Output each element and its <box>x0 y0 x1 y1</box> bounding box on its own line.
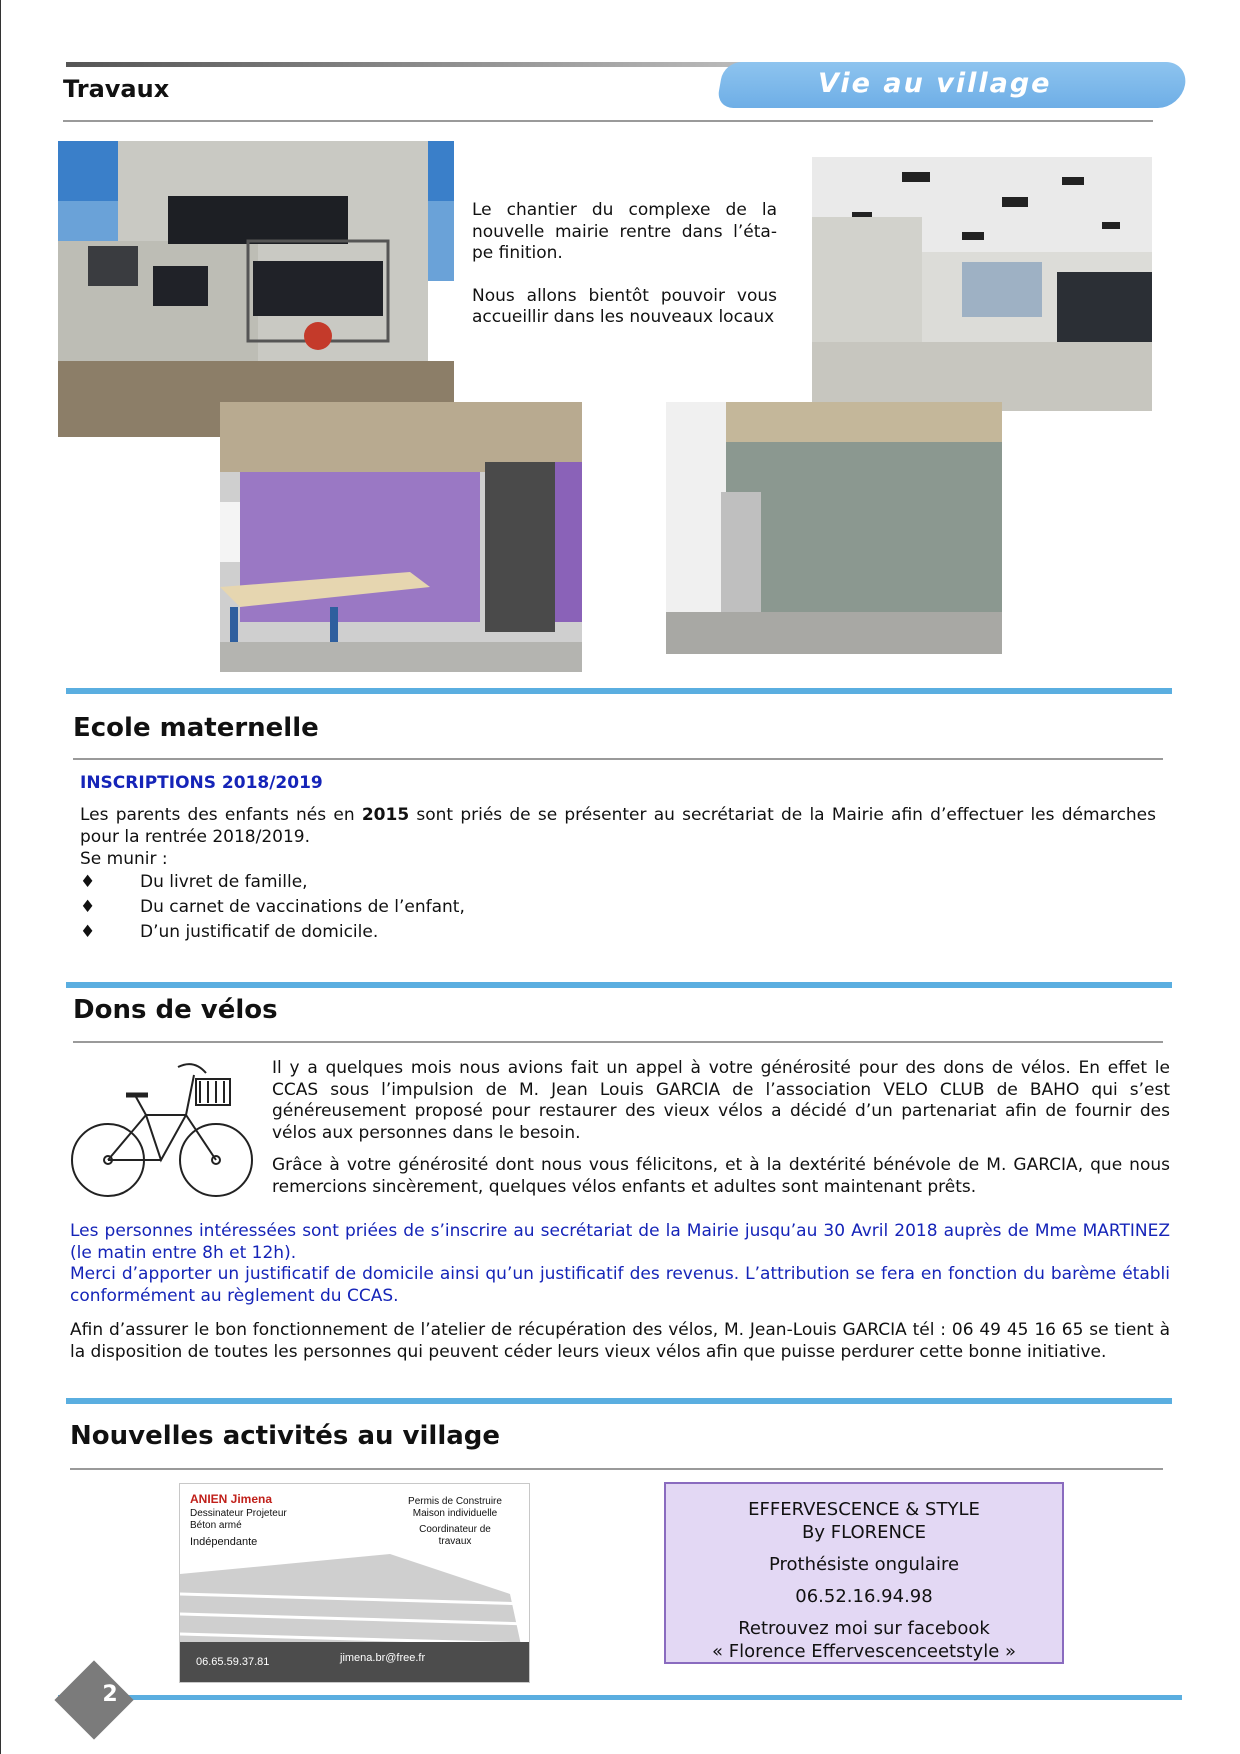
page-border <box>0 0 1 1754</box>
card-role2: Béton armé <box>190 1520 242 1531</box>
activites-rule <box>70 1468 1163 1470</box>
bicycle-illustration <box>66 1055 256 1200</box>
header-section-label: Vie au village <box>818 68 1052 99</box>
photo-building-exterior <box>58 141 454 437</box>
velos-intro <box>272 1058 1170 1198</box>
card-right-block: Permis de Construire Maison individuelle Coordinateur de travaux <box>408 1496 502 1547</box>
card-email: jimena.br@free.fr <box>340 1652 426 1664</box>
divider-2 <box>66 982 1172 988</box>
card-name: ANIEN Jimena <box>190 1492 273 1506</box>
bullet-diamond-icon: ♦ <box>80 897 96 917</box>
bullet-diamond-icon: ♦ <box>80 872 96 892</box>
ecole-p1-year: 2015 <box>361 805 410 825</box>
velos-rule <box>73 1041 1163 1043</box>
business-card-anien <box>179 1483 530 1683</box>
page-number: 2 <box>102 1682 118 1707</box>
florence-line1: EFFERVESCENCE & STYLE <box>748 1499 980 1520</box>
velos-title: Dons de vélos <box>73 995 278 1025</box>
ecole-checklist <box>80 870 780 945</box>
velos-blue-p1: Les personnes intéressées sont priées de s’inscrire au secrétariat de la Mairie jusqu’au 30 Avril 2018 auprès de Mme MARTINEZ (le matin entre 8h et 12h). <box>70 1221 1170 1263</box>
photo-ceiling-interior <box>812 157 1152 411</box>
list-item: ♦ D’un justificatif de domicile. <box>80 920 780 945</box>
card-phone: 06.65.59.37.81 <box>196 1656 270 1668</box>
divider-1 <box>66 688 1172 694</box>
florence-facebook: « Florence Effervescenceetstyle » <box>711 1641 1016 1662</box>
florence-line2: By FLORENCE <box>802 1522 926 1543</box>
photo-grey-room <box>666 402 1002 654</box>
ecole-paragraph <box>80 805 1156 848</box>
photo-purple-room <box>220 402 582 672</box>
bullet-diamond-icon: ♦ <box>80 922 96 942</box>
florence-line3: Prothésiste ongulaire <box>768 1554 960 1575</box>
florence-phone: 06.52.16.94.98 <box>795 1586 933 1607</box>
velos-signup-info <box>70 1221 1170 1307</box>
velos-p1: Il y a quelques mois nous avions fait un appel à votre générosité pour des dons de vélos. En effet le CCAS sous l’impulsion de M. Jean Louis GARCIA de l’association VELO CLUB de BAHO qui s’est généreusement proposé pour restaurer des vieux vélos a décidé d’un partenariat afin de fournir des vélos aux personnes dans le besoin. <box>272 1058 1170 1143</box>
ecole-p1-before: Les parents des enfants nés en <box>80 805 362 825</box>
velos-blue-p2: Merci d’apporter un justificatif de domicile ainsi qu’un justificatif des revenus. L’attribution se fera en fonction du barème établi conformément au règlement du CCAS. <box>70 1264 1170 1306</box>
card-role3: Indépendante <box>190 1536 258 1548</box>
ecole-intro: Se munir : <box>80 849 168 869</box>
ecole-subtitle: INSCRIPTIONS 2018/2019 <box>80 773 323 793</box>
ecole-title: Ecole maternelle <box>73 713 319 743</box>
activites-title: Nouvelles activités au village <box>70 1421 501 1451</box>
velos-p3: Afin d’assurer le bon fonctionnement de l’atelier de récupération des vélos, M. Jean-Louis GARCIA tél : 06 49 45 16 65 se tient à la disposition de toutes les personnes qui peuvent céder leurs vieux vélos afin que puisse perdurer cette bonne initiative. <box>70 1320 1170 1362</box>
footer-rule <box>58 1695 1182 1700</box>
florence-ad-box <box>664 1482 1064 1664</box>
ecole-rule <box>73 758 1163 760</box>
header-top-rule <box>66 62 746 67</box>
card-role1: Dessinateur Projeteur <box>190 1508 287 1519</box>
list-item: ♦ Du carnet de vaccinations de l’enfant, <box>80 895 780 920</box>
travaux-text <box>472 200 777 329</box>
velos-p2: Grâce à votre générosité dont nous vous félicitons, et à la dextérité bénévole de M. GARCIA, que nous remercions sincèrement, quelques vélos enfants et adultes sont maintenant prêts. <box>272 1155 1170 1197</box>
florence-line5: Retrouvez moi sur facebook <box>738 1618 990 1639</box>
travaux-text-p1: Le chantier du complexe de la nouvelle mairie rentre dans l’éta-pe finition. <box>472 200 777 263</box>
divider-3 <box>66 1398 1172 1404</box>
travaux-text-p2: Nous allons bientôt pouvoir vous accueillir dans les nouveaux locaux <box>472 285 777 327</box>
ecole-p1-after: sont priés de se présenter au secrétariat de la Mairie afin d’effectuer les démarches pour la rentrée 2018/2019. <box>80 805 1157 847</box>
travaux-title: Travaux <box>63 75 170 103</box>
travaux-rule <box>63 120 1153 122</box>
list-item: ♦ Du livret de famille, <box>80 870 780 895</box>
